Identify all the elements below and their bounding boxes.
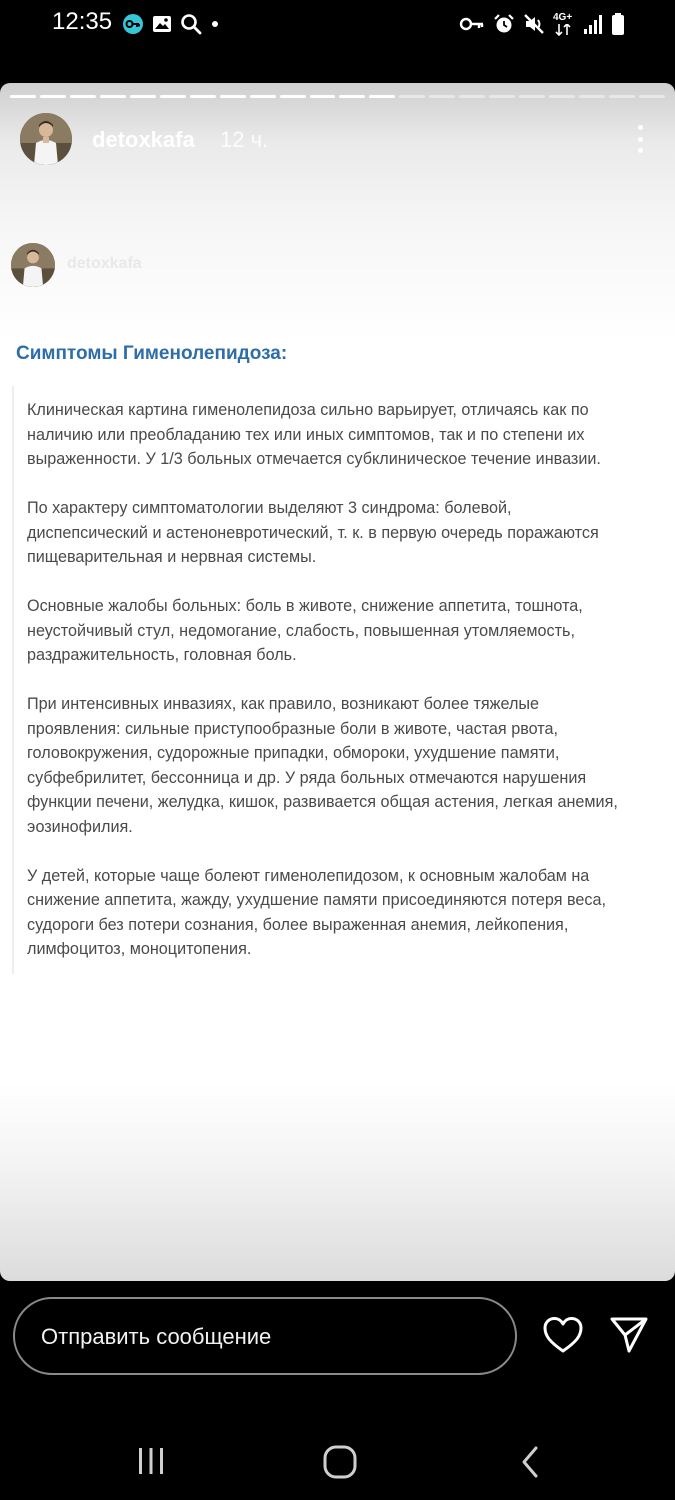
- progress-segment: [190, 95, 216, 98]
- story-header: [20, 113, 655, 165]
- document-paragraph: Основные жалобы больных: боль в животе, снижение аппетита, тошнота, неустойчивый стул, недомогание, слабость, повышенная утомляемость, раздражительность, головная боль.: [27, 597, 583, 664]
- document-paragraph: Клиническая картина гименолепидоза сильно варьирует, отличаясь как по наличию или преобладанию тех или иных симптомов, так и по степени их выраженности. У 1/3 больных отмечается субклиническое течение инвазии.: [27, 401, 601, 468]
- back-button[interactable]: [516, 1444, 544, 1480]
- embedded-username: detoxkafa: [67, 255, 142, 272]
- story-time-ago: 12 ч.: [220, 127, 269, 152]
- progress-segment: [549, 95, 575, 98]
- story-progress-bar: [10, 95, 665, 98]
- embedded-post-header: [11, 243, 331, 287]
- progress-segment: [280, 95, 306, 98]
- status-left-icons: [122, 13, 220, 35]
- document-paragraph: По характеру симптоматологии выделяют 3 синдрома: болевой, диспепсический и астеноневротический, т. к. в первую очередь поражаются пищеварительная и нервная системы.: [27, 499, 599, 566]
- progress-segment: [220, 95, 246, 98]
- story-username[interactable]: detoxkafa: [92, 127, 195, 152]
- send-button[interactable]: [609, 1316, 649, 1354]
- progress-segment: [609, 95, 635, 98]
- profile-photo-icon: [20, 113, 72, 165]
- progress-segment: [250, 95, 276, 98]
- progress-segment: [519, 95, 545, 98]
- vpn-key-icon: [122, 13, 144, 35]
- progress-segment: [339, 95, 365, 98]
- like-button[interactable]: [542, 1316, 584, 1354]
- recent-apps-icon: [135, 1446, 167, 1476]
- progress-segment: [160, 95, 186, 98]
- progress-segment: [459, 95, 485, 98]
- status-right-icons: [459, 12, 625, 36]
- progress-segment: [70, 95, 96, 98]
- more-icon-dot: [638, 137, 643, 142]
- document-title: Симптомы Гименолепидоза:: [16, 343, 288, 364]
- home-button[interactable]: [322, 1444, 358, 1480]
- progress-segment: [130, 95, 156, 98]
- progress-segment: [100, 95, 126, 98]
- document-body: [12, 386, 670, 974]
- progress-segment: [310, 95, 336, 98]
- progress-segment: [639, 95, 665, 98]
- progress-segment: [429, 95, 455, 98]
- progress-segment: [369, 95, 395, 98]
- document-paragraph: При интенсивных инвазиях, как правило, возникают более тяжелые проявления: сильные приступообразные боли в животе, частая рвота, головокружения, судорожные припадки, обмороки, ухудшение памяти, субфебрилитет, бессонница и др. У ряда больных отмечаются нарушения функции печени, желудка, кишок, развивается общая астения, легкая анемия, эозинофилия.: [27, 695, 618, 836]
- avatar[interactable]: [20, 113, 72, 165]
- story-viewer[interactable]: [0, 83, 675, 1281]
- embedded-avatar: [11, 243, 55, 287]
- document-paragraph: У детей, которые чаще болеют гименолепидозом, к основным жалобам на снижение аппетита, жажду, ухудшение памяти присоединяются потеря веса, судороги без потери сознания, более выраженная анемия, лейкопения, лимфоцитоз, моноцитопения.: [27, 866, 606, 958]
- message-input-placeholder: Отправить сообщение: [41, 1324, 272, 1349]
- progress-segment: [489, 95, 515, 98]
- progress-segment: [40, 95, 66, 98]
- status-time: 12:35: [52, 8, 113, 35]
- profile-photo-icon: [11, 243, 55, 287]
- more-icon-dot: [638, 125, 643, 130]
- alarm-icon: [493, 13, 515, 35]
- navigation-bar: [0, 1420, 675, 1500]
- mute-icon: [523, 13, 545, 35]
- network-label: 4G+: [553, 12, 573, 23]
- 4g-plus-icon: [553, 12, 575, 36]
- dot-icon: [210, 13, 220, 35]
- signal-icon: [583, 13, 603, 35]
- heart-icon: [542, 1316, 584, 1354]
- image-icon: [152, 14, 172, 34]
- key-icon: [459, 14, 485, 34]
- more-icon-dot: [638, 148, 643, 153]
- message-input[interactable]: [13, 1297, 517, 1375]
- send-icon: [609, 1316, 649, 1354]
- search-icon: [180, 13, 202, 35]
- back-icon: [516, 1444, 544, 1480]
- home-icon: [322, 1444, 358, 1480]
- progress-segment: [10, 95, 36, 98]
- progress-segment: [579, 95, 605, 98]
- progress-segment: [399, 95, 425, 98]
- recent-apps-button[interactable]: [135, 1446, 167, 1476]
- status-bar: [0, 0, 675, 50]
- more-options-button[interactable]: [625, 123, 655, 155]
- battery-icon: [611, 12, 625, 36]
